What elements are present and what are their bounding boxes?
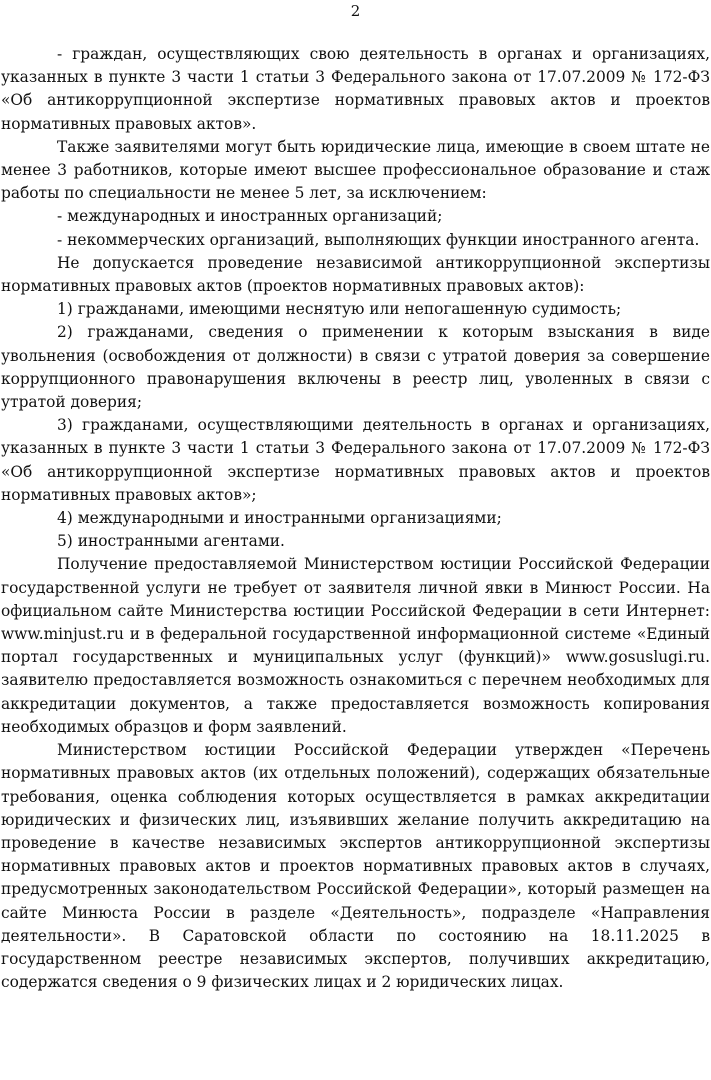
paragraph: - некоммерческих организаций, выполняющих функции иностранного агента. [57, 230, 700, 249]
paragraph: Получение предоставляемой Министерством юстиции Российской Федерации государственной услуги не требует от заявителя личной явки в Минюст России. На официальном сайте Министерства юстиции Российской Федерации в сети Интернет: www.minjust.ru и в федеральной государственной информационной системе «Единый портал государственных и муниципальных услуг (функций)» www.gosuslugi.ru. заявителю предоставляется возможность ознакомиться с перечнем необходимых для аккредитации документов, а также предоставляется возможность копирования необходимых образцов и форм заявлений. [1, 555, 710, 736]
paragraph: 3) гражданами, осуществляющими деятельность в органах и организациях, указанных в пункте 3 части 1 статьи 3 Федерального закона от 17.07.2009 № 172-ФЗ «Об антикоррупционной экспертизе нормативных правовых актов и проектов нормативных правовых актов»; [1, 416, 710, 504]
document-body [1, 43, 710, 994]
paragraph: Министерством юстиции Российской Федерации утвержден «Перечень нормативных правовых актов (их отдельных положений), содержащих обязательные требования, оценка соблюдения которых осуществляется в рамках аккредитации юридических и физических лиц, изъявивших желание получить аккредитацию на проведение в качестве независимых экспертов антикоррупционной экспертизы нормативных правовых актов и проектов нормативных правовых актов в случаях, предусмотренных законодательством Российской Федерации», который размещен на сайте Минюста России в разделе «Деятельность», подразделе «Направления деятельности». В Саратовской области по состоянию на 18.11.2025 в государственном реестре независимых экспертов, получивших аккредитацию, содержатся сведения о 9 физических лицах и 2 юридических лицах. [1, 741, 710, 992]
paragraph: - международных и иностранных организаций; [57, 207, 443, 226]
paragraph: 5) иностранными агентами. [57, 532, 285, 551]
paragraph: - граждан, осуществляющих свою деятельность в органах и организациях, указанных в пункте 3 части 1 статьи 3 Федерального закона от 17.07.2009 № 172-ФЗ «Об антикоррупционной экспертизе нормативных правовых актов и проектов нормативных правовых актов». [1, 45, 710, 133]
paragraph: Также заявителями могут быть юридические лица, имеющие в своем штате не менее 3 работников, которые имеют высшее профессиональное образование и стаж работы по специальности не менее 5 лет, за исключением: [1, 137, 710, 203]
page-number: 2 [350, 2, 361, 20]
paragraph: 2) гражданами, сведения о применении к которым взыскания в виде увольнения (освобождения от должности) в связи с утратой доверия за совершение коррупционного правонарушения включены в реестр лиц, уволенных в связи с утратой доверия; [1, 323, 710, 412]
paragraph: 1) гражданами, имеющими неснятую или непогашенную судимость; [57, 300, 622, 319]
paragraph: 4) международными и иностранными организациями; [57, 509, 502, 528]
paragraph: Не допускается проведение независимой антикоррупционной экспертизы нормативных правовых актов (проектов нормативных правовых актов): [1, 253, 710, 296]
